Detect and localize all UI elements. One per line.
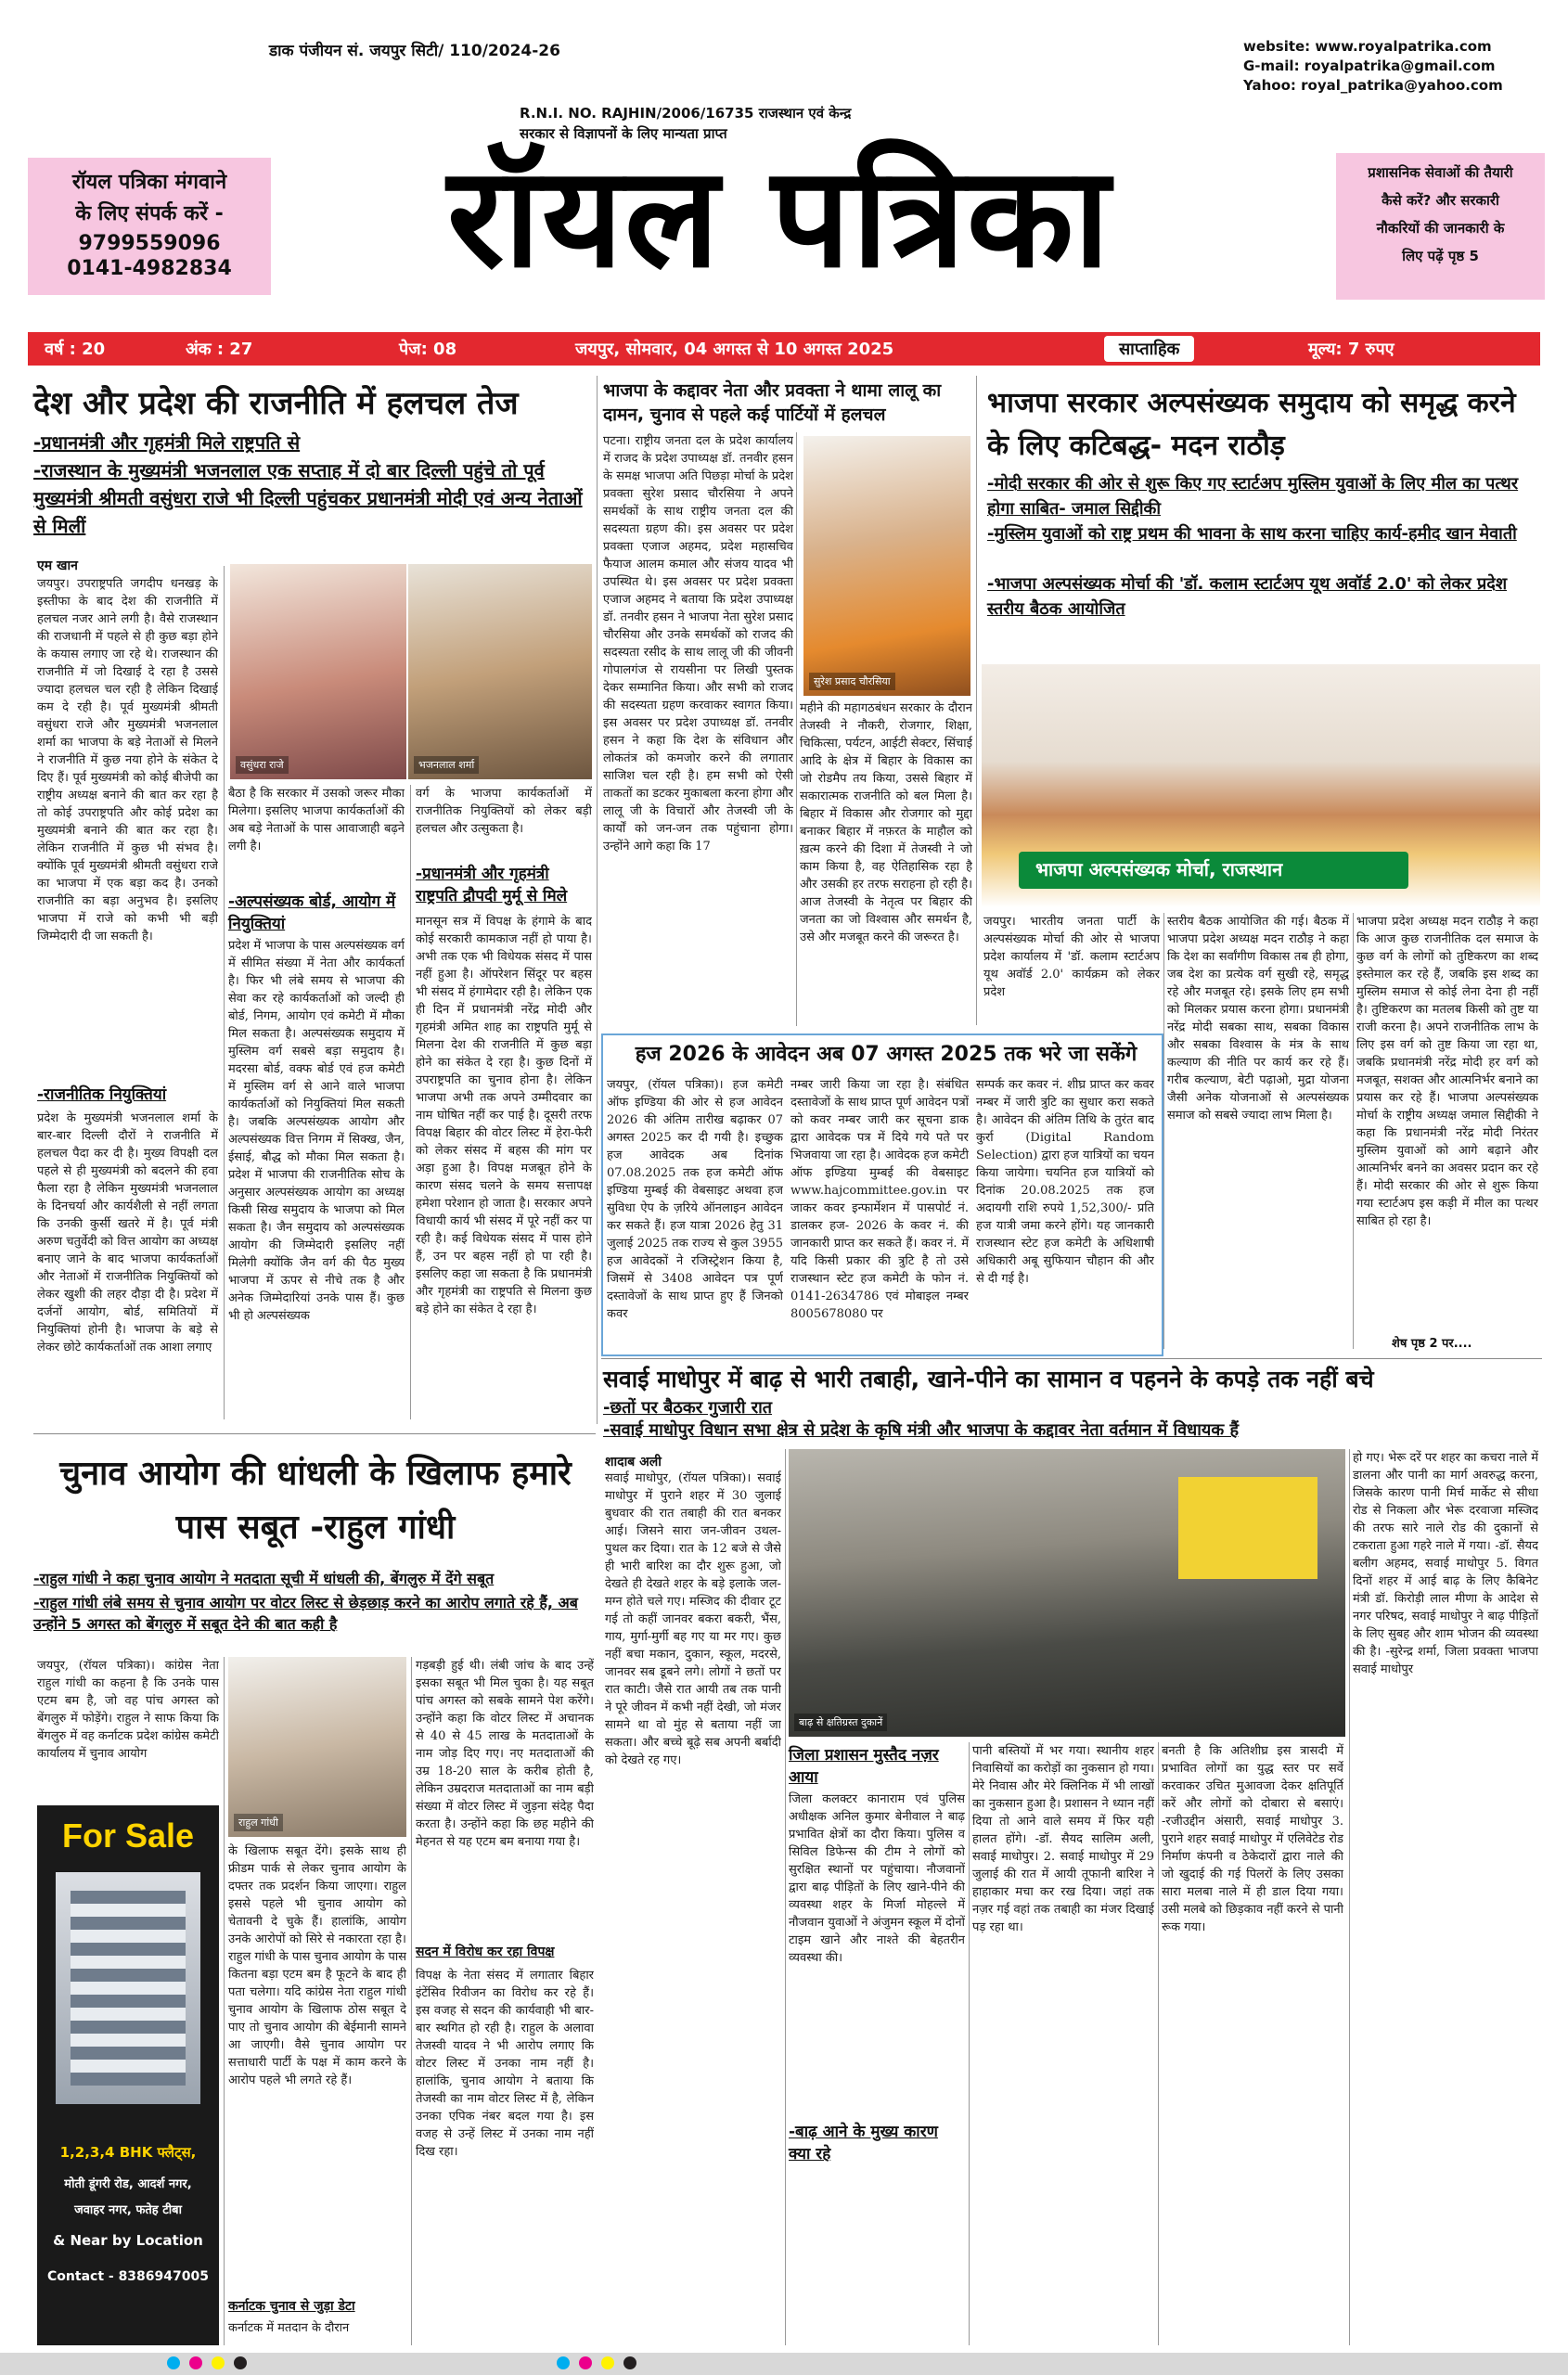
story5-text-col5: हो गए। भेरू दरें पर शहर का कचरा नाले में डालना और पानी का मार्ग अवरुद्ध करना, जिसके कारण पानी मिर्च मार्केट से सीधा रोड से निकला और भेरू दरवाजा मस्जिद की तरफ सारे नाले रोड की दुकानों से टकराता हुआ गहरे नाले में गया। -डॉ. सैयद बलीग अहमद, सवाई माधोपुर 5. विगत दिनों शहर में आई बाढ़ के लिए कैबिनेट मंत्री डॉ. किरोड़ी लाल मीणा के आदेश से नगर परिषद, सवाई माधोपुर ने बाढ़ पीड़ितों के लिए सुबह और शाम भोजन की व्यवस्था की है। -सुरेन्द्र शर्मा, जिला प्रवक्ता भाजपा सवाई माधोपुर [1353,1451,1538,1676]
photo-caption: बाढ़ से क्षतिग्रस्त दुकानें [794,1714,887,1731]
registration-dot [557,2356,570,2369]
story3-subhead-2: -मुस्लिम युवाओं को राष्ट्र प्रथम की भावना के साथ करना चाहिए कार्य-हमीद खान मेवाती [987,524,1517,544]
govt-ads-note: सरकार से विज्ञापनों के लिए मान्यता प्राप्त [520,125,727,142]
ad-title: For Sale [61,1817,195,1855]
issue-date: जयपुर, सोमवार, 04 अगस्त से 10 अगस्त 2025 [575,340,894,359]
story6-subhead-2: -राहुल गांधी लंबे समय से चुनाव आयोग पर वोटर लिस्ट से छेड़छाड़ करने का आरोप लगाते रहे हैं, अब उन्होंने 5 अगस्त को बेंगलुरु में सबूत देने की बात कही है [33,1594,578,1633]
story3-continued[interactable]: शेष पृष्ठ 2 पर.... [1392,1337,1472,1351]
column-rule [1353,913,1354,1349]
column-rule [785,1449,786,2345]
registration-dots [167,2356,1401,2371]
story6-subhead-4: सदन में विरोध कर रहा विपक्ष [416,1945,555,1959]
story5-text-col1: सवाई माधोपुर, (रॉयल पत्रिका)। सवाई माधोपुर में पुराने शहर में 30 जुलाई बुधवार की रात तबाही की रात बनकर आई। जिसने सारा जन-जीवन उथल-पुथल कर दिया। रात के 12 बजे से जैसे ही भारी बारिश का दौर शुरू हुआ, जो देखते ही देखते शहर के बड़े इलाके जल-मग्न होते चले गए। मस्जिद की दीवार टूट गई तो कहीं जानवर बकरा बकरी, भैंस, गाय, मुर्गा-मुर्गी बह गए या मर गए। कुछ नहीं बचा मकान, दुकान, स्कूल, मदरसे, जानवर सब डूबने लगे। लोगों ने छतों पर रात काटी। जैसे रात आयी तब तक पानी ने पूरे जीवन में कभी नहीं देखी, जो मंजर सामने था वो मुंह से बताया नहीं जा सकता। और बच्चे बूढ़े सब अपनी बर्बादी को देखते रह गए। [605,1471,781,1767]
story4-text-col2: नम्बर जारी किया जा रहा है। संबंधित दस्तावेजों के साथ प्राप्त पूर्ण आवेदन पत्रों को कवर नम्बर जारी कर सूचना डाक द्वारा आवेदक पत्र में दिये गये पते पर भिजवाया जा रहा है। आवेदक हज कमेटी ऑफ इण्डिया मुम्बई की वेबसाइट www.hajcommittee.gov.in पर जाकर कवर इन्फार्मेशन में पासपोर्ट नं. डालकर हज- 2026 के कवर नं. की जानकारी प्राप्त कर सकते हैं। कवर नं. में यदि किसी प्रकार की त्रुटि है तो उसे राजस्थान स्टेट हज कमेटी के फोन नं. 0141-2634786 एवं मोबाइल नम्बर 8005678080 पर [790,1078,969,1321]
postal-registration: डाक पंजीयन सं. जयपुर सिटी/ 110/2024-26 [269,42,560,60]
contact-phone-2: 0141-4982834 [67,257,232,280]
promo-box [1336,153,1545,300]
story2-photo [803,436,970,696]
story3-text-col2: स्तरीय बैठक आयोजित की गई। बैठक में भाजपा प्रदेश अध्यक्ष मदन राठौड़ ने कहा कि देश का सर्वांगीण विकास तब ही होगा, जब देश का प्रत्येक वर्ग सुखी रहे, समृद्ध रहे और मजबूत रहे। इसके लिए हम सभी को मिलकर प्रयास करना होगा। प्रधानमंत्री नरेंद्र मोदी सबका साथ, सबका विकास और सबका विश्वास के मंत्र के साथ कल्याण की नीति पर कार्य कर रहे हैं। गरीब कल्याण, बेटी पढ़ाओ, मुद्रा योजना जैसी अनेक योजनाओं से अल्पसंख्यक समाज को सबसे ज्यादा लाभ मिला है। [1167,915,1349,1123]
column-rule [969,1742,970,2345]
column-rule [1158,1742,1159,2345]
promo-line-2: कैसे करें? और सरकारी [1382,192,1499,209]
story5-flood-photo [789,1449,1345,1737]
story1-subhead-4: -अल्पसंख्यक बोर्ड, आयोग में नियुक्तियां [228,892,396,933]
story2-text-col1: पटना। राष्ट्रीय जनता दल के प्रदेश कार्यालय में राजद के प्रदेश उपाध्यक्ष डॉ. तनवीर हसन के समक्ष भाजपा अति पिछड़ा मोर्चा के प्रदेश प्रवक्ता सुरेश प्रसाद चौरसिया ने अपने समर्थकों के साथ राष्ट्रीय जनता दल की सदस्यता ग्रहण की। इस अवसर पर प्रदेश प्रवक्ता एजाज अहमद, प्रदेश महासचिव फैयाज आलम कमाल और संजय यादव भी उपस्थित थे। इस अवसर पर प्रदेश प्रवक्ता एजाज अहमद ने बताया कि प्रदेश उपाध्यक्ष डॉ. तनवीर हसन ने भाजपा नेता सुरेश प्रसाद चौरसिया और उनके समर्थकों को राजद की सदस्यता रसीद के साथ लालू जी की जीवनी गोपालगंज से रायसीना पर लिखी पुस्तक देकर सम्मानित किया। और सभी को राजद की सदस्यता ग्रहण करवाकर स्वागत किया। इस अवसर पर प्रदेश उपाध्यक्ष डॉ. तनवीर हसन ने कहा कि देश के संविधान और लोकतंत्र को कमजोर करने की लगातार साजिश चल रही है। हम सभी को ऐसी ताकतों का डटकर मुकाबला करना होगा और लालू जी के विचारों और तेजस्वी जी के कार्यों को जन-जन तक पहुंचाना होगा। उन्होंने आगे कहा कि 17 [603,434,793,854]
registration-dot [601,2356,614,2369]
column-rule [224,1657,225,2345]
shop-sign [1178,1477,1317,1579]
column-rule [597,376,598,1424]
story6-subhead-1: -राहुल गांधी ने कहा चुनाव आयोग ने मतदाता सूची में धांधली की, बेंगलुरु में देंगे सबूत [33,1570,495,1587]
price: मूल्य: 7 रुपए [1308,340,1394,359]
newspaper-title: रॉयल पत्रिका [446,137,1112,299]
column-rule [1349,1449,1350,2345]
story1-text-col2: बैठा है कि सरकार में उसको जरूर मौका मिलेगा। इसलिए भाजपा कार्यकर्ताओं की अब बड़े नेताओं के पास आवाजाही बढ़ने लगी है। [228,787,405,854]
story5-subhead-3: जिला प्रशासन मुस्तैद नज़र आया [789,1746,939,1787]
column-rule [410,785,411,1419]
registration-dot [579,2356,592,2369]
contact-line-1: रॉयल पत्रिका मंगवाने [71,171,227,194]
story6-headline: चुनाव आयोग की धांधली के खिलाफ हमारे पास सबूत -राहुल गांधी [59,1455,572,1547]
story6-text-col2: गड़बड़ी हुई थी। लंबी जांच के बाद उन्हें इसका सबूत भी मिल चुका है। यह सबूत पांच अगस्त को सबके सामने पेश करेंगे। उन्होंने कहा कि वोटर लिस्ट में अचानक से 40 से 45 लाख के मतदाताओं के नाम जोड़ दिए गए। नए मतदाताओं की उम्र 18-20 साल के करीब होती है, लेकिन उम्रदराज मतदाताओं का नाम बड़ी संख्या में वोटर लिस्ट में जुड़ना संदेह पैदा करता है। उन्होंने कहा कि छह महीने की मेहनत से यह एटम बम बनाया गया है। [416,1659,594,1849]
contact-phone-1: 9799559096 [78,232,221,255]
yahoo[interactable]: Yahoo: royal_patrika@yahoo.com [1243,77,1503,94]
story5-subhead-4: -बाढ़ आने के मुख्य कारण क्या रहे [789,2123,938,2163]
story5-headline: सवाई माधोपुर में बाढ़ से भारी तबाही, खाने-पीने का सामान व पहनने के कपड़े तक नहीं बचे [603,1366,1374,1393]
contact-line-2: के लिए संपर्क करें - [75,202,224,225]
story1-text-col1b: प्रदेश के मुख्यमंत्री भजनलाल शर्मा के बार-बार दिल्ली दौरों ने राजनीति में हलचल पैदा कर दी है। मुख्य विपक्षी दल पहले से ही मुख्यमंत्री को बदलने की हवा फैला रहा है लेकिन मुख्यमंत्री भजनलाल के दिनचर्या और कार्यशैली से नहीं लगता कि उनकी कुर्सी खतरे में है। पूर्व मंत्री अरुण चतुर्वेदी को वित्त आयोग का अध्यक्ष बनाए जाने के बाद भाजपा कार्यकर्ताओं और नेताओं में राजनीतिक नियुक्तियों को लेकर खुशी की लहर दौड़ा दी है। प्रदेश में दर्जनों आयोग, बोर्ड, समितियों में नियुक्तियां होनी है। भाजपा के बड़े से लेकर छोटे कार्यकर्ताओं तक आशा लगाए [37,1111,218,1354]
story5-text-col4: बनती है कि अतिशीघ्र इस त्रासदी में प्रभावित लोगों का युद्ध स्तर पर सर्वे करवाकर उचित मुआवजा देकर क्षतिपूर्ति करें और लोगों को दोबारा से बसाएं। -रजीउद्दीन अंसारी, सवाई माधोपुर 3. पुराने शहर सवाई माधोपुर में एलिवेटेड रोड निर्माण कंपनी व ठेकेदारों द्वारा नाले की जो खुदाई की गई पिलरों के लिए उसका सारा मलबा नाले में ही डाल दिया गया। उसी मलबे को छिड़काव नहीं करने से पानी रूक गया। [1162,1744,1343,1934]
weekly-label: साप्ताहिक [1104,336,1194,362]
story1-photo-1 [230,564,406,779]
story1-headline: देश और प्रदेश की राजनीति में हलचल तेज [33,385,519,422]
story3-subhead-1: -मोदी सरकार की ओर से शुरू किए गए स्टार्टअप मुस्लिम युवाओं के लिए मील का पत्थर होगा साबित- जमाल सिद्दीकी [987,474,1519,519]
story1-text-col3b: मानसून सत्र में विपक्ष के हंगामे के बाद कोई सरकारी कामकाज नहीं हो पाया है। अभी तक एक भी विधेयक संसद में पास नहीं हुआ है। ऑपरेशन सिंदूर पर बहस भी संसद में हंगामेदार रही है। लेकिन एक ही दिन में प्रधानमंत्री नरेंद्र मोदी और गृहमंत्री अमित शाह का राष्ट्रपति मुर्मू से मिलना देश की राजनीति में कुछ बड़ा होने का संकेत दे रहा है। कुछ दिनों में उपराष्ट्रपति का चुनाव होना है। लेकिन भाजपा अभी तक अपने उम्मीदवार का नाम घोषित नहीं कर पाई है। दूसरी तरफ विपक्ष बिहार की वोटर लिस्ट में हेरा-फेरी को लेकर संसद में बहस की मांग पर अड़ा हुआ है। विपक्ष मजबूत होने के कारण संसद चलने के समय सत्तापक्ष हमेशा परेशान हो जाता है। सरकार अपने विधायी कार्य भी संसद में पूरे नहीं कर पा रही है। कई विधेयक संसद में पास होने हैं, उन पर बहस नहीं हो पा रही है। इसलिए कहा जा सकता है कि प्रधानमंत्री और गृहमंत्री का राष्ट्रपति से मिलना कुछ बड़े होने का संकेत दे रहा है। [416,915,592,1316]
story6-text-col1b: के खिलाफ सबूत देंगे। इसके साथ ही फ्रीडम पार्क से लेकर चुनाव आयोग के दफ्तर तक प्रदर्शन किया जाएगा। राहुल इससे पहले भी चुनाव आयोग को चेतावनी दे चुके हैं। हालांकि, आयोग उनके आरोपों को सिरे से नकारता रहा है। राहुल गांधी के पास चुनाव आयोग के पास कितना बड़ा एटम बम है फूटने के बाद ही पता चलेगा। यदि कांग्रेस नेता राहुल गांधी चुनाव आयोग के खिलाफ ठोस सबूत दे पाए तो चुनाव आयोग की बेईमानी सामने आ जाएगी। वैसे चुनाव आयोग पर सत्ताधारी पार्टी के पक्ष में काम करने के आरोप पहले भी लगते रहे हैं। [228,1844,406,2087]
promo-line-1: प्रशासनिक सेवाओं की तैयारी [1368,164,1513,181]
story4-headline: हज 2026 के आवेदन अब 07 अगस्त 2025 तक भरे जा सकेंगे [635,1043,1137,1066]
story6-subhead-3: कर्नाटक चुनाव से जुड़ा डेटा [228,2299,355,2314]
year: वर्ष : 20 [45,340,106,359]
story2-text-col2: महीने की महागठबंधन सरकार के दौरान तेजस्वी ने नौकरी, रोजगार, शिक्षा, चिकित्सा, पर्यटन, आईटी सेक्टर, सिंचाई आदि के क्षेत्र में बिहार के विकास का जो रोडमैप तय किया, उससे बिहार में सकारात्मक राजनीति को बल मिला है। बिहार में विकास और रोजगार को मुद्दा बनाकर बिहार में नफ़रत के माहौल को ख़त्म करने की दिशा में तेजस्वी ने जो काम किया है, वह ऐतिहासिक रहा है और उसकी हर तरफ सराहना हो रही है। आज तेजस्वी के नेतृत्व पर बिहार की जनता का जो विश्वास और समर्थन है, उसे और मजबूत करने की जरूरत है। [800,701,972,944]
story6-text-col2b: विपक्ष के नेता संसद में लगातार बिहार इंटेंसिव रिवीजन का विरोध कर रहे हैं। इस वजह से सदन की कार्यवाही भी बार-बार स्थगित हो रही है। राहुल के अलावा तेजस्वी यादव ने भी आरोप लगाए कि वोटर लिस्ट में उनका नाम नहीं है। हालांकि, चुनाव आयोग ने बताया कि तेजस्वी का नाम वोटर लिस्ट में है, लेकिन उनका एपिक नंबर बदल गया है। इस वजह से उन्हें लिस्ट में उनका नाम नहीं दिख रहा। [416,1969,594,2159]
section-divider [601,1358,1542,1359]
registration-dot [189,2356,202,2369]
story1-text-col3: वर्ग के भाजपा कार्यकर्ताओं में राजनीतिक नियुक्तियों को लेकर बड़ी हलचल और उत्सुकता है। [416,787,592,836]
ad-line-1: 1,2,3,4 BHK फ्लैट्स, [59,2144,197,2161]
story5-subhead-1: -छतों पर बैठकर गुजारी रात [603,1398,773,1418]
story5-byline: शादाब अली [605,1455,662,1470]
story1-byline: एम खान [37,558,78,573]
story5-text-col2: जिला कलक्टर कानाराम एवं पुलिस अधीक्षक अनिल कुमार बेनीवाल ने बाढ़ प्रभावित क्षेत्रों का दौरा किया। पुलिस व सिविल डिफेन्स की टीम ने लोगों को सुरक्षित स्थानों पर पहुंचाया। नौजवानों द्वारा बाढ़ पीड़ितों के लिए खाने-पीने की व्यवस्था शहर के मिर्जा मोहल्ले में नौजवान युवाओं ने अंजुमन स्कूल में दोनों टाइम खाने और नाश्ते की बेहतरीन व्यवस्था की। [789,1792,965,1965]
registration-dot [623,2356,636,2369]
registration-dot [212,2356,225,2369]
story3-text-col1: जयपुर। भारतीय जनता पार्टी के अल्पसंख्यक मोर्चा की ओर से भाजपा प्रदेश कार्यालय में 'डॉ. कलाम स्टार्टअप यूथ अवॉर्ड 2.0' कार्यक्रम को लेकर प्रदेश [983,915,1160,999]
story6-text-col1: जयपुर, (रॉयल पत्रिका)। कांग्रेस नेता राहुल गांधी का कहना है कि उनके पास एटम बम है, जो वह पांच अगस्त को बेंगलुरु में फोड़ेंगे। राहुल ने साफ किया कि बेंगलुरु में वह कर्नाटक प्रदेश कांग्रेस कमेटी कार्यालय में चुनाव आयोग [37,1659,219,1761]
story1-subhead-5: -प्रधानमंत्री और गृहमंत्री राष्ट्रपति द्रौपदी मुर्मू से मिले [416,865,568,905]
story1-text-col1: जयपुर। उपराष्ट्रपति जगदीप धनखड़ के इस्तीफा के बाद देश की राजनीति में हलचल नजर आने लगी है। वैसे राजस्थान की राजधानी में पहले से ही कुछ बड़ा होने के कयास लगाए जा रहे थे। राजस्थान की राजनीति में जो दिखाई दे रहा है उससे ज्यादा हलचल चल रही है लेकिन दिखाई कम दे रही है। पूर्व मुख्यमंत्री श्रीमती वसुंधरा राजे और मुख्यमंत्री भजनलाल शर्मा का भाजपा के बड़े नेताओं से मिलने ने राजनीति में कुछ नया होने के संकेत दे दिए हैं। पूर्व मुख्यमंत्री को कोई बीजेपी का राष्ट्रीय अध्यक्ष बनाने की बात कर रहा है तो कोई उपराष्ट्रपति और कोई प्रदेश का मुख्यमंत्री बनाने की बात कर रहा है। लेकिन राजनीति में कुछ भी संभव है। क्योंकि पूर्व मुख्यमंत्री श्रीमती वसुंधरा राजे का भाजपा में एक बड़ा कद है। उनको राजनीति का बड़ा अनुभव है। इसलिए भाजपा में राजे को कभी भी बड़ी जिम्मेदारी दी जा सकती है। [37,577,218,944]
for-sale-ad[interactable] [37,1805,219,2345]
building-image [56,1872,200,2104]
photo-caption: राहुल गांधी [234,1814,283,1831]
contact-box [28,158,271,295]
promo-line-4: लिए पढ़ें पृष्ठ 5 [1402,248,1479,264]
story1-subhead-2: -राजस्थान के मुख्यमंत्री भजनलाल एक सप्ताह में दो बार दिल्ली पहुंचे तो पूर्व मुख्यमंत्री श्रीमती वसुंधरा राजे भी दिल्ली पहुंचकर प्रधानमंत्री मोदी एवं अन्य नेताओं से मिलीं [33,459,583,537]
column-rule [411,1657,412,2345]
registration-dot [234,2356,247,2369]
story5-text-col3: पानी बस्तियों में भर गया। स्थानीय शहर निवासियों का करोड़ों का नुकसान हो गया। मेरे निवास और मेरे क्लिनिक में भी लाखों का नुकसान हुआ है। प्रशासन ने ध्यान नहीं दिया तो आने वाले समय में फिर यही हालत होंगे। -डॉ. सैयद सालिम अली, सवाई माधोपुर। 2. सवाई माधोपुर में 29 जुलाई की रात में आयी तूफानी बारिश ने हाहाकार मचा कर रख दिया। जहां तक नज़र गई वहां तक तबाही का मंजर दिखाई पड़ रहा था। [972,1744,1154,1934]
story6-text-col1c: कर्नाटक में मतदान के दौरान [228,2321,350,2335]
column-rule [976,376,977,1025]
issue: अंक : 27 [186,340,253,359]
story1-subhead-3: -राजनीतिक नियुक्तियां [37,1085,167,1104]
info-bar [28,332,1540,366]
ad-contact[interactable]: Contact - 8386947005 [47,2269,209,2284]
photo-caption: सुरेश प्रसाद चौरसिया [809,673,895,690]
page-count: पेज: 08 [399,340,457,359]
story6-photo [228,1657,406,1837]
story1-photo-2 [408,564,592,779]
ad-line-3: जवाहर नगर, फतेह टीबा [74,2203,182,2217]
column-rule [224,566,225,1419]
website-contact [1243,37,1503,96]
story4-text-col1: जयपुर, (रॉयल पत्रिका)। हज कमेटी ऑफ इण्डिया की ओर से हज आवेदन 2026 की अंतिम तारीख बढ़ाकर 07 अगस्त 2025 कर दी गयी है। इच्छुक हज आवेदक अब दिनांक 07.08.2025 तक हज कमेटी ऑफ इण्डिया मुम्बई की वेबसाइट अथवा हज सुविधा ऐप के ज़रिये ऑनलाइन आवेदन कर सकते हैं। हज यात्रा 2026 हेतु 31 जुलाई 2025 तक राज्य से कुल 3955 हज आवेदकों ने रजिस्ट्रेशन किया है, जिसमें से 3408 आवेदन पत्र पूर्ण दस्तावेजों के साथ प्राप्त हुए हैं जिनको कवर [607,1078,783,1321]
section-divider [33,1433,596,1434]
ad-line-2: मोती डूंगरी रोड, आदर्श नगर, [64,2177,192,2191]
story1-text-col2b: प्रदेश में भाजपा के पास अल्पसंख्यक वर्ग में सीमित संख्या में नेता और कार्यकर्ता है। फिर भी लंबे समय से भाजपा की सेवा कर रहे कार्यकर्ताओं को जल्दी ही बोर्ड, निगम, आयोग एवं कमेटी में मौका मिल सकता है। अल्पसंख्यक समुदाय में मुस्लिम वर्ग सबसे बड़ा समुदाय है। मदरसा बोर्ड, वक्फ बोर्ड एवं हज कमेटी में मुस्लिम वर्ग से आने वाले भाजपा कार्यकर्ताओं को नियुक्तियां मिल सकती है। जबकि अल्पसंख्यक आयोग और अल्पसंख्यक वित्त निगम में सिक्ख, जैन, ईसाई, बौद्ध को मौका मिल सकता है। प्रदेश में भाजपा की राजनीतिक सोच के अनुसार अल्पसंख्यक आयोग का अध्यक्ष किसी सिख समुदाय के भाजपा को मिल सकता है। जैन समुदाय को अल्पसंख्यक आयोग की जिम्मेदारी इसलिए नहीं मिलेगी क्योंकि जैन वर्ग की पैठ मुख्य भाजपा में ऊपर से नीचे तक है और अनेक जिम्मेदारियां उनके पास हैं। कुछ भी हो अल्पसंख्यक [228,939,405,1323]
story3-headline: भाजपा सरकार अल्पसंख्यक समुदाय को समृद्ध करने के लिए कटिबद्ध- मदन राठौड़ [987,387,1516,462]
photo-caption: वसुंधरा राजे [236,756,289,774]
story3-subhead-3: -भाजपा अल्पसंख्यक मोर्चा की 'डॉ. कलाम स्टार्टअप यूथ अवॉर्ड 2.0' को लेकर प्रदेश स्तरीय बैठक आयोजित [987,574,1508,619]
story4-text-col3: सम्पर्क कर कवर नं. शीघ्र प्राप्त कर कवर नम्बर में जारी त्रुटि का सुधार करा सकते है। आवेदन की अंतिम तिथि के तुरंत बाद कुर्रा (Digital Random Selection) द्वारा हज यात्रियों का चयन किया जायेगा। चयनित हज यात्रियों को दिनांक 20.08.2025 तक हज अदायगी राशि रुपये 1,52,300/- प्रति हज यात्री जमा करने होंगे। यह जानकारी राजस्थान स्टेट हज कमेटी के अधिशाषी अधिकारी अबू सुफियान चौहान की और से दी गई है। [976,1078,1154,1286]
story1-subhead-1: -प्रधानमंत्री और गृहमंत्री मिले राष्ट्रपति से [33,431,301,454]
story3-banner-text: भाजपा अल्पसंख्यक मोर्चा, राजस्थान [1035,858,1283,880]
gmail[interactable]: G-mail: royalpatrika@gmail.com [1243,58,1496,74]
photo-caption: भजनलाल शर्मा [414,756,479,774]
story3-meeting-photo [982,664,1540,907]
registration-dot [167,2356,180,2369]
story5-subhead-2: -सवाई माधोपुर विधान सभा क्षेत्र से प्रदेश के कृषि मंत्री और भाजपा के कद्दावर नेता वर्तमान में विधायक हैं [603,1420,1239,1440]
column-rule [1163,913,1164,1349]
ad-line-4: & Near by Location [53,2232,203,2249]
promo-line-3: नौकरियों की जानकारी के [1376,220,1505,237]
rni-number: R.N.I. NO. RAJHIN/2006/16735 राजस्थान एवं केन्द्र [520,105,852,122]
column-rule [796,432,797,1026]
story3-text-col3: भाजपा प्रदेश अध्यक्ष मदन राठौड़ ने कहा कि आज कुछ राजनीतिक दल समाज के कुछ वर्ग के लोगों को तुष्टिकरण का शब्द इस्तेमाल कर रहे हैं, जबकि इस शब्द का मुस्लिम समाज से कोई लेना देना ही नहीं है। तुष्टिकरण का मतलब किसी को तुष्ट या राजी करना है। अपने राजनीतिक लाभ के लिए इस वर्ग को तुष्ट किया जा रहा था, जबकि प्रधानमंत्री नरेंद्र मोदी हर वर्ग को मजबूत, सशक्त और आत्मनिर्भर बनाने का प्रयास कर रहे हैं। भाजपा अल्पसंख्यक मोर्चा के राष्ट्रीय अध्यक्ष जमाल सिद्दीकी ने कहा कि प्रधानमंत्री नरेंद्र मोदी निरंतर मुस्लिम युवाओं को आगे बढ़ाने और आत्मनिर्भर बनने का अवसर प्रदान कर रहे हैं। मोदी सरकार की ओर से शुरू किया गया स्टार्टअप इस कड़ी में मील का पत्थर साबित हो रहा है। [1356,915,1538,1228]
website[interactable]: website: www.royalpatrika.com [1243,38,1492,55]
story2-headline: भाजपा के कद्दावर नेता और प्रवक्ता ने थामा लालू का दामन, चुनाव से पहले कई पार्टियों में हलचल [603,380,942,425]
